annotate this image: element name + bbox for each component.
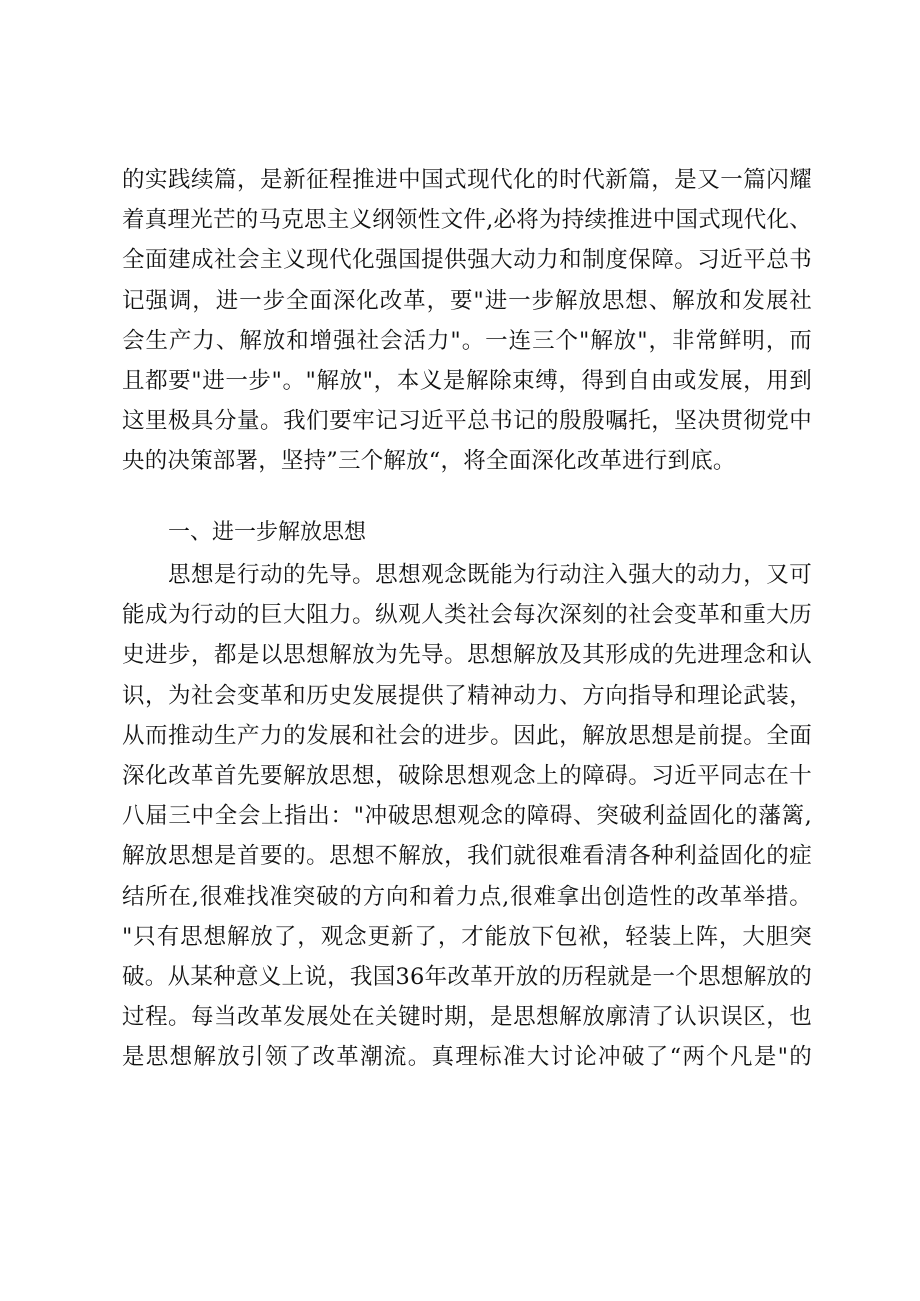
section-heading: 一、进一步解放思想 [168, 520, 367, 545]
text-line: 着真理光芒的马克思主义纲领性文件,必将为持续推进中国式现代化、 [122, 207, 812, 234]
text-line: "只有思想解放了，观念更新了，才能放下包袱，轻装上阵，大胆突 [122, 923, 812, 950]
text-line: 思想是行动的先导。思想观念既能为行动注入强大的动力，又可 [168, 562, 812, 588]
paragraph-intro [122, 160, 812, 482]
text-line: 会生产力、解放和增强社会活力"。一连三个"解放"，非常鲜明，而 [122, 327, 812, 354]
text-line: 史进步，都是以思想解放为先导。思想解放及其形成的先进理念和认 [122, 642, 812, 669]
text-line: 深化改革首先要解放思想，破除思想观念上的障碍。习近平同志在十 [122, 762, 812, 789]
text-line: 能成为行动的巨大阻力。纵观人类社会每次深刻的社会变革和重大历 [122, 602, 812, 629]
text-line: 记强调，进一步全面深化改革，要"进一步解放思想、解放和发展社 [122, 287, 812, 314]
text-line: 且都要"进一步"。"解放"，本义是解除束缚，得到自由或发展，用到 [122, 367, 812, 394]
text-line: 破。从某种意义上说，我国36年改革开放的历程就是一个思想解放的 [122, 963, 812, 990]
paragraph-liberate-thought [122, 555, 812, 1077]
text-line: 央的决策部署，坚持”三个解放“，将全面深化改革进行到底。 [122, 448, 736, 475]
text-line: 的实践续篇，是新征程推进中国式现代化的时代新篇，是又一篇闪耀 [122, 167, 812, 193]
text-line: 从而推动生产力的发展和社会的进步。因此，解放思想是前提。全面 [122, 722, 812, 749]
text-line: 过程。每当改革发展处在关键时期，是思想解放廓清了认识误区，也 [122, 1004, 812, 1031]
text-line: 识，为社会变革和历史发展提供了精神动力、方向指导和理论武装， [122, 682, 812, 709]
text-line: 是思想解放引领了改革潮流。真理标准大讨论冲破了“两个凡是"的 [122, 1044, 812, 1071]
text-line: 八届三中全会上指出："冲破思想观念的障碍、突破利益固化的藩篱, [122, 803, 812, 830]
text-line: 结所在,很难找准突破的方向和着力点,很难拿出创造性的改革举措。 [122, 883, 812, 910]
text-line: 这里极具分量。我们要牢记习近平总书记的殷殷嘱托，坚决贯彻党中 [122, 408, 812, 435]
text-line: 全面建成社会主义现代化强国提供强大动力和制度保障。习近平总书 [122, 247, 812, 274]
text-line: 解放思想是首要的。思想不解放，我们就很难看清各种利益固化的症 [122, 843, 812, 870]
